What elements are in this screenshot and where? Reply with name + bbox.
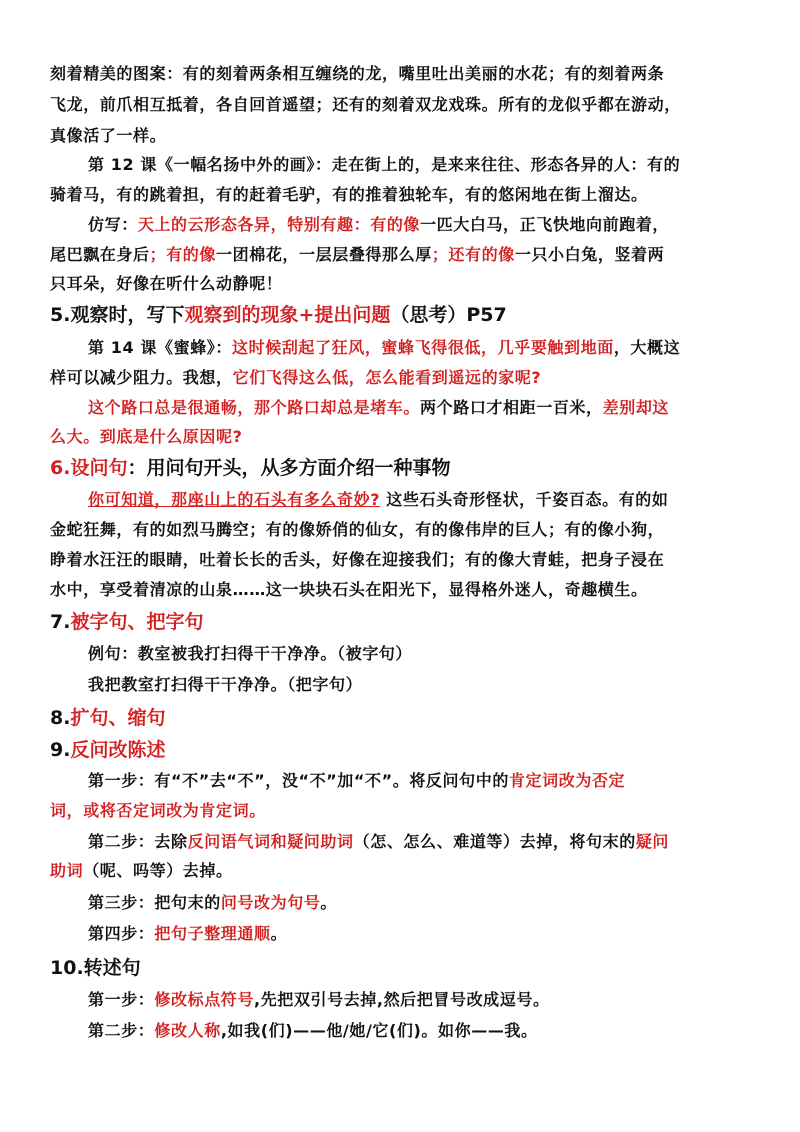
text-run: 仿写： xyxy=(88,215,138,234)
section-heading xyxy=(50,609,203,635)
text-line xyxy=(88,922,287,946)
text-line xyxy=(50,859,233,883)
section-heading xyxy=(50,955,141,981)
text-run: 两个路口才相距一百米， xyxy=(420,398,603,417)
heading-text: 7. xyxy=(50,611,71,633)
text-run: 只耳朵，好像在听什么动静呢！ xyxy=(50,274,283,293)
text-run: 骑着马，有的跳着担，有的赶着毛驴，有的推着独轮车，有的悠闲地在街上溜达。 xyxy=(50,185,648,204)
text-run: 一团棉花，一层层叠得那么厚 xyxy=(216,245,432,264)
text-line xyxy=(50,518,664,542)
text-run: ,如我(们)——他/她/它(们)。如你——我。 xyxy=(220,1021,538,1040)
text-line xyxy=(88,396,669,420)
text-line xyxy=(50,548,664,572)
text-line xyxy=(50,366,541,390)
section-heading xyxy=(50,455,450,481)
text-run: 睁着水汪汪的眼睛，吐着长长的舌头，好像在迎接我们；有的像大青蛙，把身子浸在 xyxy=(50,550,665,569)
highlight-text: ；有的像 xyxy=(149,245,217,264)
text-line xyxy=(88,1019,538,1043)
underlined-highlight-text: 你可知道，那座山上的石头有多么奇妙? xyxy=(88,490,381,509)
heading-highlight: 反问改陈述 xyxy=(70,739,166,761)
text-line xyxy=(50,799,266,823)
heading-text: 9. xyxy=(50,739,71,761)
highlight-text: 修改人称 xyxy=(154,1021,221,1040)
text-run: 刻着精美的图案：有的刻着两条相互缠绕的龙，嘴里吐出美丽的水花；有的刻着两条 xyxy=(50,64,665,83)
text-run: 一只小白兔，竖着两 xyxy=(514,245,665,264)
text-run: 第四步： xyxy=(88,924,155,943)
text-line xyxy=(88,769,625,793)
section-heading xyxy=(50,705,165,731)
heading-text: （思考）P57 xyxy=(390,304,507,326)
text-line xyxy=(88,642,412,666)
text-line xyxy=(50,272,282,296)
text-run: ,先把双引号去掉,然后把冒号改成逗号。 xyxy=(254,990,550,1009)
text-line xyxy=(50,93,681,117)
text-line xyxy=(50,62,664,86)
text-line xyxy=(50,578,648,602)
text-run: 我把教室打扫得干干净净。（把字句） xyxy=(88,675,363,694)
text-run: 。 xyxy=(270,924,288,943)
text-line xyxy=(88,830,669,854)
highlight-text: 肯定词改为否定 xyxy=(508,771,626,790)
text-line xyxy=(88,988,550,1012)
text-run: 真像活了一样。 xyxy=(50,126,167,145)
text-run: 这些石头奇形怪状，千姿百态。有的如 xyxy=(380,490,669,509)
text-run: 一匹大白马，正飞快地向前跑着， xyxy=(420,215,670,234)
text-line xyxy=(50,183,648,207)
highlight-text: 疑问 xyxy=(635,832,670,851)
text-run: 金蛇狂舞，有的如烈马腾空；有的像娇俏的仙女，有的像伟岸的巨人；有的像小狗， xyxy=(50,520,665,539)
text-run: 第一步： xyxy=(88,990,155,1009)
highlight-text: 修改标点符号 xyxy=(154,990,255,1009)
text-line xyxy=(88,153,680,177)
text-run: 第二步： xyxy=(88,1021,155,1040)
highlight-text: 这个路口总是很通畅，那个路口却总是堵车。 xyxy=(88,398,421,417)
text-run: 第三步：把句末的 xyxy=(88,893,221,912)
text-run: 尾巴飘在身后 xyxy=(50,245,150,264)
highlight-text: 它们飞得这么低，怎么能看到遥远的家呢? xyxy=(232,368,542,387)
heading-highlight: 被字句、把字句 xyxy=(70,611,204,633)
highlight-text: 词，或将否定词改为肯定词。 xyxy=(50,801,266,820)
heading-text: ：用问句开头，从多方面介绍一种事物 xyxy=(127,457,451,479)
text-run: 第一步：有“不”去“不”，没“不”加“不”。将反问句中的 xyxy=(88,771,509,790)
text-run: 样可以减少阻力。我想， xyxy=(50,368,233,387)
text-line xyxy=(88,213,669,237)
heading-highlight: 扩句、缩句 xyxy=(70,707,166,729)
heading-text: 5.观察时，写下 xyxy=(50,304,185,326)
text-line xyxy=(88,891,337,915)
text-line xyxy=(88,336,680,360)
highlight-text: ；还有的像 xyxy=(431,245,515,264)
section-heading xyxy=(50,737,165,763)
text-run: ，大概这 xyxy=(613,338,681,357)
highlight-text: 把句子整理通顺 xyxy=(154,924,271,943)
heading-text: 8. xyxy=(50,707,71,729)
text-run: （呢、吗等）去掉。 xyxy=(83,861,233,880)
text-line xyxy=(50,243,664,267)
text-run: 飞龙，前爪相互抵着，各自回首遥望；还有的刻着双龙戏珠。所有的龙似乎都在游动， xyxy=(50,95,681,114)
text-run: 。 xyxy=(320,893,338,912)
section-heading xyxy=(50,302,507,328)
heading-highlight: 6.设问句 xyxy=(50,457,128,479)
text-line xyxy=(50,124,166,148)
highlight-text: 么大。到底是什么原因呢? xyxy=(50,427,243,446)
highlight-text: 反问语气词和疑问助词 xyxy=(187,832,354,851)
highlight-text: 差别却这 xyxy=(602,398,670,417)
highlight-text: 助词 xyxy=(50,861,84,880)
heading-highlight: 观察到的现象+提出问题 xyxy=(184,304,391,326)
text-run: 第 12 课《一幅名扬中外的画》：走在街上的，是来来往往、形态各异的人：有的 xyxy=(88,155,681,174)
highlight-text: 问号改为句号 xyxy=(220,893,321,912)
heading-text: 10.转述句 xyxy=(50,957,141,979)
text-run: 第二步：去除 xyxy=(88,832,188,851)
text-line xyxy=(88,488,668,512)
text-line xyxy=(50,425,242,449)
highlight-text: 这时候刮起了狂风，蜜蜂飞得很低，几乎要触到地面 xyxy=(232,338,614,357)
text-run: 水中，享受着清凉的山泉……这一块块石头在阳光下，显得格外迷人，奇趣横生。 xyxy=(50,580,648,599)
text-run: （怎、怎么、难道等）去掉，将句末的 xyxy=(353,832,636,851)
text-line xyxy=(88,673,362,697)
highlight-text: 天上的云形态各异，特别有趣：有的像 xyxy=(137,215,421,234)
text-run: 第 14 课《蜜蜂》： xyxy=(88,338,233,357)
text-run: 例句：教室被我打扫得干干净净。（被字句） xyxy=(88,644,413,663)
